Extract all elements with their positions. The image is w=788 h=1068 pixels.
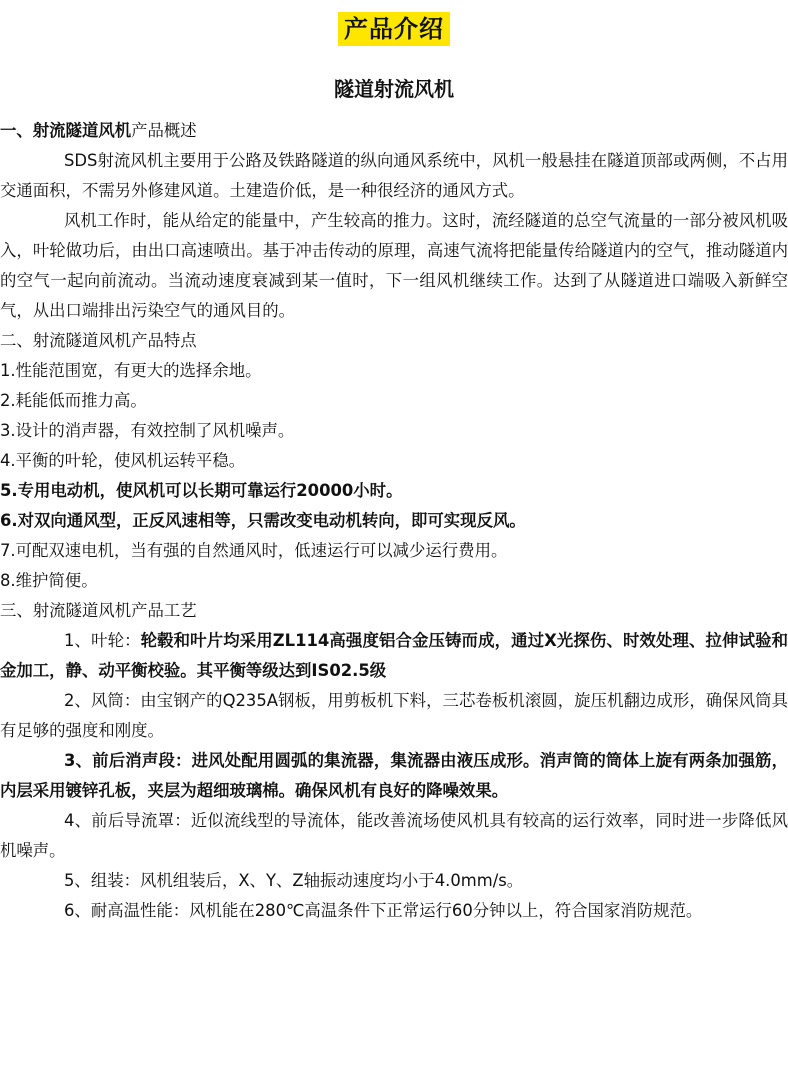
feature-item: 5.专用电动机，使风机可以长期可靠运行20000小时。 (0, 481, 403, 500)
feature-item: 8.维护简便。 (0, 571, 98, 590)
section1-heading-bold: 一、射流隧道风机 (0, 121, 132, 140)
section3-heading: 三、射流隧道风机产品工艺 (0, 601, 197, 620)
feature-item: 4.平衡的叶轮，使风机运转平稳。 (0, 451, 246, 470)
section1-heading (0, 116, 788, 146)
process-casing: 2、风筒：由宝钢产的Q235A钢板，用剪板机下料，三芯卷板机滚圆，旋压机翻边成形，确保风筒具有足够的强度和刚度。 (0, 691, 788, 740)
section2-heading: 二、射流隧道风机产品特点 (0, 331, 197, 350)
process-silencer: 3、前后消声段：进风处配用圆弧的集流器，集流器由液压成形。消声筒的筒体上旋有两条加强筋，内层采用镀锌孔板，夹层为超细玻璃棉。确保风机有良好的降噪效果。 (0, 751, 788, 800)
page-title-text: 产品介绍 (338, 12, 450, 46)
process-impeller (0, 626, 788, 686)
process-fairing: 4、前后导流罩：近似流线型的导流体，能改善流场使风机具有较高的运行效率，同时进一步降低风机噪声。 (0, 811, 788, 860)
feature-item: 2.耗能低而推力高。 (0, 391, 147, 410)
page-title (0, 12, 788, 46)
process-heat-resistance: 6、耐高温性能：风机能在280℃高温条件下正常运行60分钟以上，符合国家消防规范。 (64, 901, 703, 920)
process-assembly: 5、组装：风机组装后，X、Y、Z轴振动速度均小于4.0mm/s。 (64, 871, 524, 890)
process-impeller-text: 轮毂和叶片均采用ZL114高强度铝合金压铸而成，通过X光探伤、时效处理、拉伸试验和金加工，静、动平衡校验。其平衡等级达到IS02.5级 (0, 631, 788, 680)
feature-item: 3.设计的消声器，有效控制了风机噪声。 (0, 421, 295, 440)
product-name: 隧道射流风机 (334, 77, 454, 101)
section1-heading-rest: 产品概述 (131, 121, 197, 140)
process-impeller-label: 1、叶轮： (64, 631, 141, 650)
section1-paragraph: SDS射流风机主要用于公路及铁路隧道的纵向通风系统中，风机一般悬挂在隧道顶部或两侧，不占用交通面积，不需另外修建风道。土建造价低，是一种很经济的通风方式。 (0, 151, 788, 200)
feature-item: 6.对双向通风型，正反风速相等，只需改变电动机转向，即可实现反风。 (0, 511, 526, 530)
document-body (0, 116, 788, 926)
feature-item: 1.性能范围宽，有更大的选择余地。 (0, 361, 262, 380)
feature-item: 7.可配双速电机，当有强的自然通风时，低速运行可以减少运行费用。 (0, 541, 508, 560)
section1-paragraph: 风机工作时，能从给定的能量中，产生较高的推力。这时，流经隧道的总空气流量的一部分被风机吸入，叶轮做功后，由出口高速喷出。基于冲击传动的原理，高速气流将把能量传给隧道内的空气，推动隧道内的空气一起向前流动。当流动速度衰减到某一值时，下一组风机继续工作。达到了从隧道进口端吸入新鲜空气，从出口端排出污染空气的通风目的。 (0, 211, 788, 320)
